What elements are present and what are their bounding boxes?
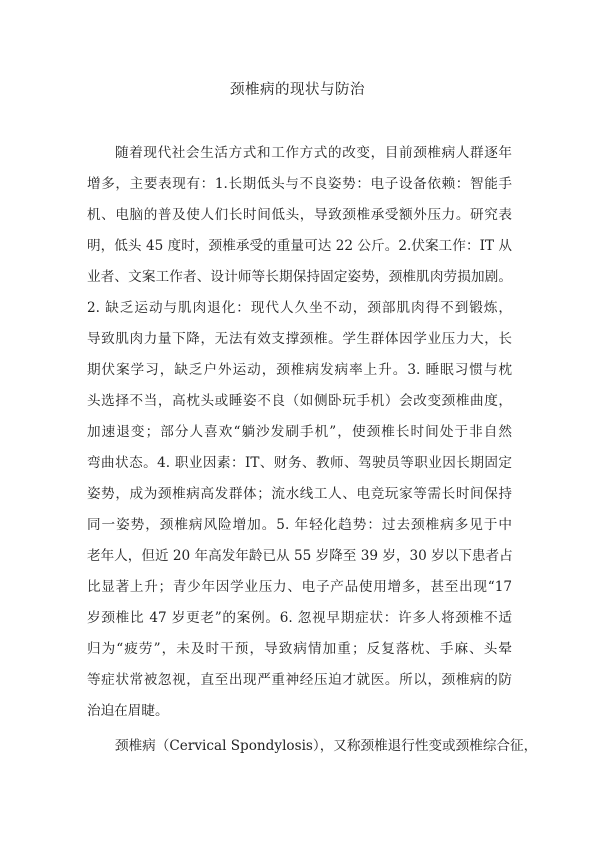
paragraph-line: 岁颈椎比 47 岁更老”的案例。6. 忽视早期症状：许多人将颈椎不适	[87, 610, 512, 626]
page-title: 颈椎病的现状与防治	[230, 82, 365, 98]
paragraph-line: 头选择不当，高枕头或睡姿不良（如侧卧玩手机）会改变颈椎曲度，	[87, 393, 512, 409]
paragraph-line: 归为“疲劳”，未及时干预，导致病情加重；反复落枕、手麻、头晕	[87, 641, 512, 657]
paragraph-line: 增多，主要表现有：1.长期低头与不良姿势：电子设备依赖：智能手	[87, 176, 512, 192]
paragraph-line: 期伏案学习，缺乏户外运动，颈椎病发病率上升。3. 睡眠习惯与枕	[87, 362, 512, 378]
paragraph-line: 2. 缺乏运动与肌肉退化：现代人久坐不动，颈部肌肉得不到锻炼，	[87, 300, 512, 316]
paragraph-line: 业者、文案工作者、设计师等长期保持固定姿势，颈椎肌肉劳损加剧。	[87, 269, 512, 285]
paragraph-line: 比显著上升；青少年因学业压力、电子产品使用增多，甚至出现“17	[87, 579, 512, 595]
paragraph-line: 随着现代社会生活方式和工作方式的改变，目前颈椎病人群逐年	[115, 145, 512, 161]
paragraph-line: 颈椎病（Cervical Spondylosis），又称颈椎退行性变或颈椎综合征，	[115, 738, 538, 754]
paragraph-line: 姿势，成为颈椎病高发群体；流水线工人、电竞玩家等需长时间保持	[87, 486, 512, 502]
paragraph-line: 加速退变；部分人喜欢“躺沙发刷手机”，使颈椎长时间处于非自然	[87, 424, 512, 440]
paragraph-line: 机、电脑的普及使人们长时间低头，导致颈椎承受额外压力。研究表	[87, 207, 512, 223]
paragraph-line: 明，低头 45 度时，颈椎承受的重量可达 22 公斤。2.伏案工作：IT 从	[87, 238, 512, 254]
paragraph-line: 等症状常被忽视，直至出现严重神经压迫才就医。所以，颈椎病的防	[87, 672, 512, 688]
paragraph-line: 导致肌肉力量下降，无法有效支撑颈椎。学生群体因学业压力大，长	[87, 331, 512, 347]
paragraph-line: 治迫在眉睫。	[87, 703, 169, 719]
paragraph-line: 同一姿势，颈椎病风险增加。5. 年轻化趋势：过去颈椎病多见于中	[87, 517, 512, 533]
paragraph-line: 老年人，但近 20 年高发年龄已从 55 岁降至 39 岁，30 岁以下患者占	[87, 548, 513, 564]
paragraph-line: 弯曲状态。4. 职业因素：IT、财务、教师、驾驶员等职业因长期固定	[87, 455, 512, 471]
